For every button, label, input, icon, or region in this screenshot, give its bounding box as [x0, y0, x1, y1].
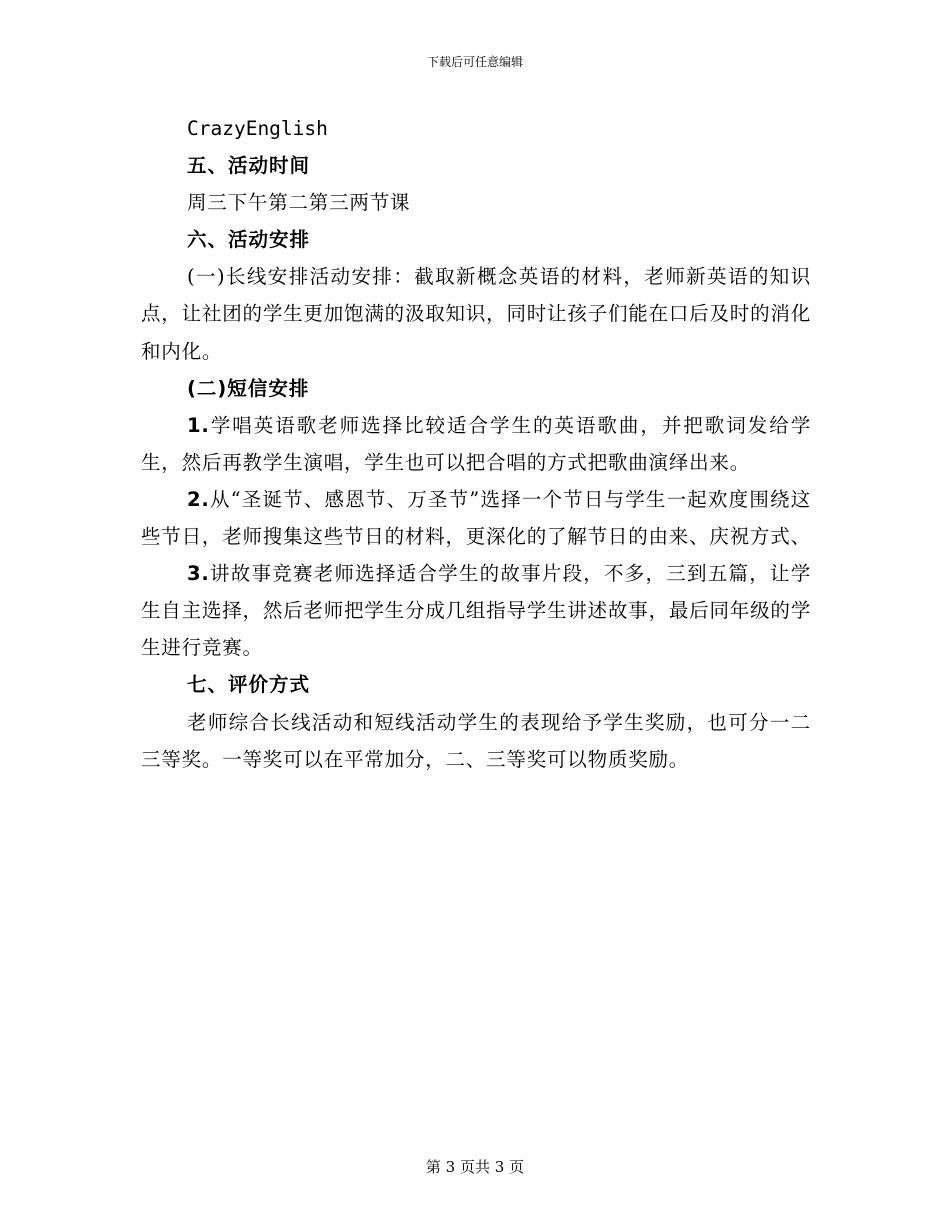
list-item-3: [141, 555, 811, 666]
list-item-1-number: 1.: [187, 413, 210, 437]
list-item-2: [141, 481, 811, 555]
heading-activity-time: 五、活动时间: [187, 154, 311, 178]
list-item-2-text: 从“圣诞节、感恩节、万圣节”选择一个节日与学生一起欢度围绕这些节日，老师搜集这些节日的材料，更深化的了解节日的由来、庆祝方式、: [141, 487, 811, 549]
page-footer: 第 3 页共 3 页: [425, 1158, 525, 1176]
list-item-3-text: 讲故事竞赛老师选择适合学生的故事片段，不多，三到五篇，让学生自主选择，然后老师把学生分成几组指导学生讲述故事，最后同年级的学生进行竞赛。: [141, 562, 811, 660]
document-body: [141, 110, 811, 778]
list-item-2-number: 2.: [187, 487, 210, 511]
paragraph-evaluation: 老师综合长线活动和短线活动学生的表现给予学生奖励，也可分一二三等奖。一等奖可以在平常加分，二、三等奖可以物质奖励。: [141, 710, 811, 771]
heading-short-arrangement: (二)短信安排: [187, 376, 310, 400]
paragraph-crazy-english: CrazyEnglish: [187, 117, 328, 140]
list-item-1-text: 学唱英语歌老师选择比较适合学生的英语歌曲，并把歌词发给学生，然后再教学生演唱，学生也可以把合唱的方式把歌曲演绎出来。: [141, 413, 811, 474]
paragraph-activity-time: 周三下午第二第三两节课: [187, 191, 411, 215]
heading-activity-arrangement: 六、活动安排: [187, 228, 311, 252]
paragraph-long-term-arrangement: (一)长线安排活动安排：截取新概念英语的材料，老师新英语的知识点，让社团的学生更加饱满的汲取知识，同时让孩子们能在口后及时的消化和内化。: [141, 265, 811, 363]
heading-evaluation-method: 七、评价方式: [187, 673, 311, 697]
page-header: 下载后可任意编辑: [426, 55, 523, 69]
list-item-1: [141, 407, 811, 481]
list-item-3-number: 3.: [187, 562, 210, 586]
